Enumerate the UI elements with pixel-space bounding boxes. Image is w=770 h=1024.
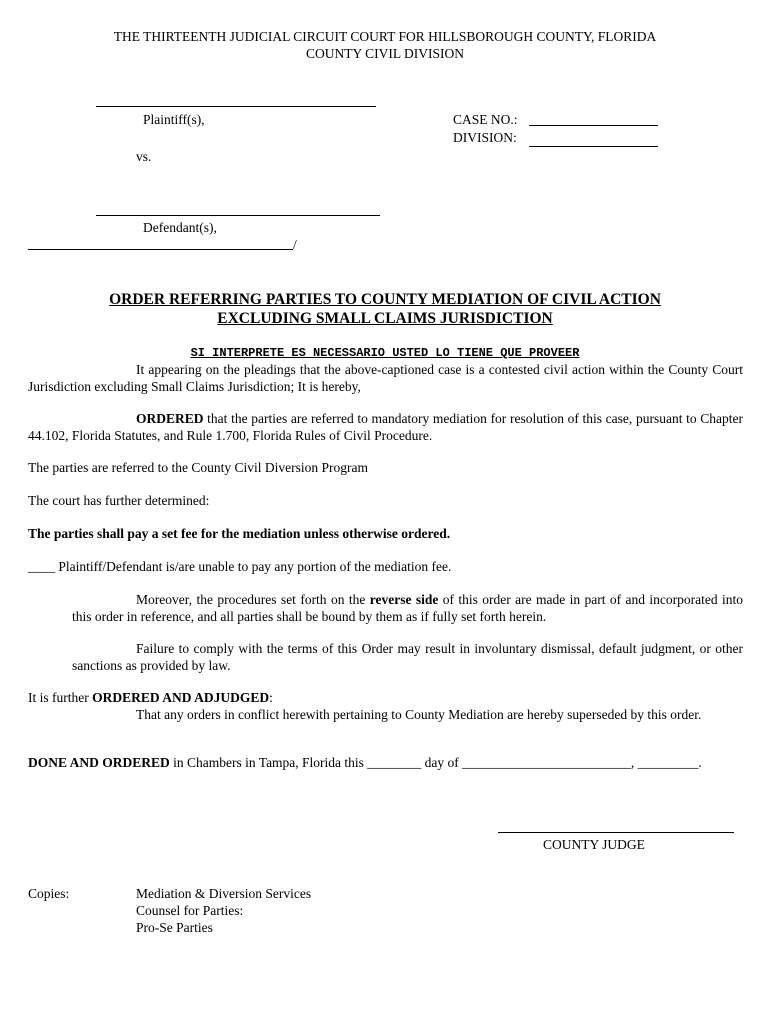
case-number-label: CASE NO.: [453, 112, 518, 127]
order-title-line2: EXCLUDING SMALL CLAIMS JURISDICTION [217, 310, 553, 327]
interpreter-notice: SI INTERPRETE ES NECESSARIO USTED LO TIENE QUE PROVEER [190, 346, 580, 360]
ordered-text: that the parties are referred to mandatory mediation for resolution of this case, pursuant to Chapter 44.102, Florida Statutes, and Rule 1.700, Florida Rules of Civil Procedure. [28, 411, 743, 443]
done-ordered-keyword: DONE AND ORDERED [28, 755, 170, 770]
paragraph-court-determined: The court has further determined: [28, 493, 210, 508]
paragraph-ordered [28, 410, 743, 444]
paragraph-reverse-side: Moreover, the procedures set forth on the reverse side of this order are made in part of and incorporated into this order in reference, and all parties shall be bound by them as if fully set forth herein. [72, 592, 743, 624]
court-name: THE THIRTEENTH JUDICIAL CIRCUIT COURT FOR HILLSBOROUGH COUNTY, FLORIDA [113, 29, 657, 44]
list-item: Counsel for Parties: [136, 903, 244, 918]
done-and-ordered-line [28, 754, 702, 771]
copies-label: Copies: [28, 886, 70, 901]
paragraph-unable-to-pay: ____ Plaintiff/Defendant is/are unable to pay any portion of the mediation fee. [28, 559, 452, 574]
paragraph-set-fee: The parties shall pay a set fee for the mediation unless otherwise ordered. [28, 526, 451, 541]
paragraph-superseded: That any orders in conflict herewith pertaining to County Mediation are hereby superseded by this order. [136, 707, 702, 722]
paragraph-further-ordered: It is further ORDERED AND ADJUDGED: [28, 690, 273, 705]
list-item: Pro-Se Parties [136, 920, 213, 935]
ordered-adjudged-keyword: ORDERED AND ADJUDGED [92, 690, 270, 705]
county-judge-label: COUNTY JUDGE [543, 837, 645, 852]
paragraph-pleadings: It appearing on the pleadings that the above-captioned case is a contested civil action within the County Court Jurisdiction excluding Small Claims Jurisdiction; It is hereby, [28, 362, 743, 394]
defendant-line [96, 215, 380, 216]
paragraph-failure-to-comply: Failure to comply with the terms of this Order may result in involuntary dismissal, default judgment, or other sanctions as provided by law. [72, 641, 743, 673]
vs-label: vs. [136, 149, 152, 164]
defendant-label: Defendant(s), [143, 220, 217, 235]
case-number-line [529, 125, 658, 126]
caption-bottom-line [28, 249, 293, 250]
division-line [529, 146, 658, 147]
plaintiff-line [96, 106, 376, 107]
court-header [0, 28, 770, 62]
done-ordered-text: in Chambers in Tampa, Florida this ________ day of _________________________, _________. [169, 755, 702, 770]
court-division: COUNTY CIVIL DIVISION [306, 46, 464, 61]
judge-signature-line [498, 832, 734, 833]
caption-slash: / [293, 237, 297, 252]
reverse-side-keyword: reverse side [369, 592, 439, 607]
division-label: DIVISION: [453, 130, 517, 145]
paragraph-diversion-program: The parties are referred to the County Civil Diversion Program [28, 460, 369, 475]
order-title [0, 290, 770, 328]
order-title-line1: ORDER REFERRING PARTIES TO COUNTY MEDIATION OF CIVIL ACTION [109, 291, 661, 308]
copies-list [136, 885, 311, 936]
list-item: Mediation & Diversion Services [136, 886, 312, 901]
plaintiff-label: Plaintiff(s), [143, 112, 205, 127]
ordered-keyword: ORDERED [136, 411, 204, 426]
